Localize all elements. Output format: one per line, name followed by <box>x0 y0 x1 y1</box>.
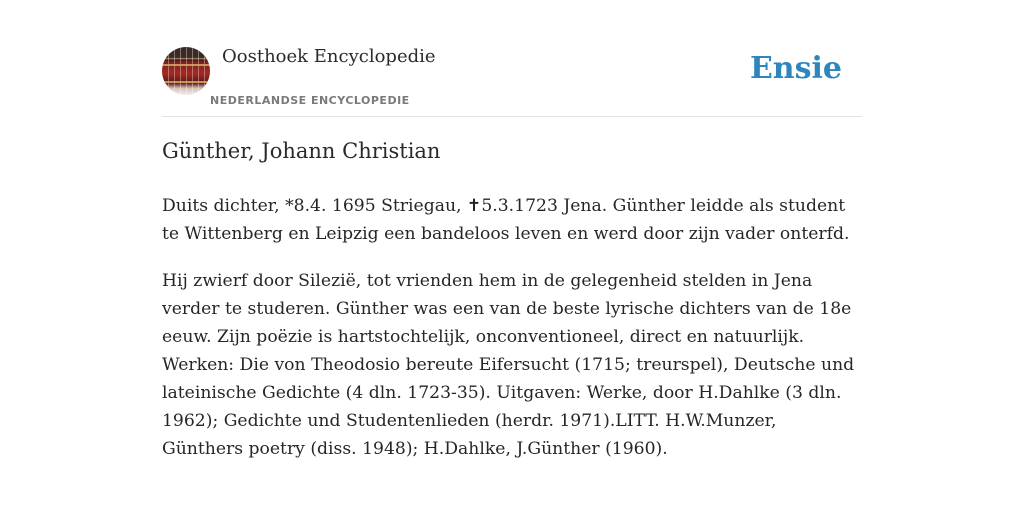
site-name[interactable]: Oosthoek Encyclopedie <box>222 46 436 67</box>
logo[interactable] <box>162 47 210 95</box>
article-paragraph-1: Duits dichter, *8.4. 1695 Striegau, ✝5.3.1723 Jena. Günther leidde als student te Wittenberg en Leipzig een bandeloos leven en werd door zijn vader onterfd. <box>162 196 850 244</box>
site-header <box>162 46 862 117</box>
brand-logo[interactable]: Ensie <box>749 51 842 86</box>
article-title: Günther, Johann Christian <box>162 139 441 163</box>
article-paragraph-2: Hij zwierf door Silezië, tot vrienden hem in de gelegenheid stelden in Jena verder te studeren. Günther was een van de beste lyrische dichters van de 18e eeuw. Zijn poëzie is hartstochtelijk, onconventioneel, direct en natuurlijk. Werken: Die von Theodosio bereute Eifersucht (1715; treurspel), Deutsche und lateinische Gedichte (4 dln. 1723-35). Uitgaven: Werke, door H.Dahlke (3 dln. 1962); Gedichte und Studentenlieden (herdr. 1971).LITT. H.W.Munzer, Günthers poetry (diss. 1948); H.Dahlke, J.Günther (1960). <box>162 271 855 459</box>
site-subtitle: NEDERLANDSE ENCYCLOPEDIE <box>210 94 410 107</box>
